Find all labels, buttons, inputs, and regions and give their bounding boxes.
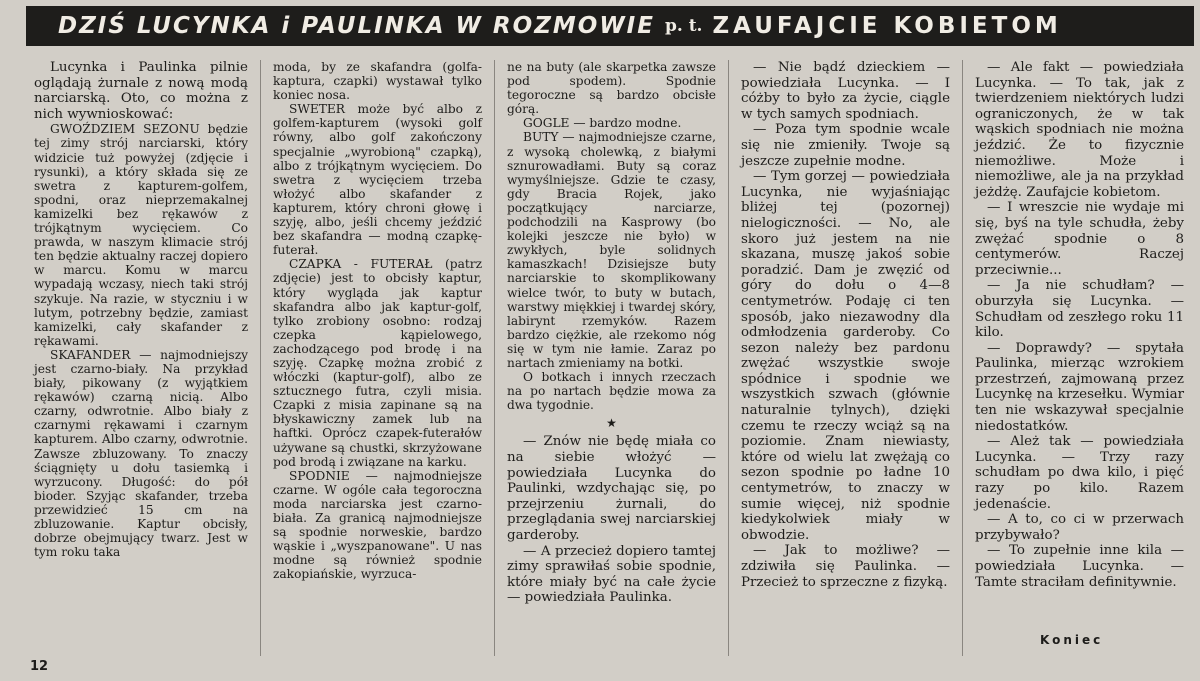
dialog-paragraph: — To zupełnie inne kila — powiedziała Lucynka. — Tamte straciłam definitywnie. [975,543,1184,590]
column-3 [494,60,728,656]
paragraph: CZAPKA - FUTERAŁ (patrz zdjęcie) jest to obcisły kaptur, który wygląda jak kaptur skafandra albo jak kaptur-golf, tylko zrobiony osobno: rodzaj czepka kąpielowego, zachodzącego pod brodę i na szyję. Czapkę można zrobić z włóczki (kaptur-golf), albo ze sztucznego futra, czyli misia. Czapki z misia zapinane są na błyskawiczny zamek lub na haftki. Oprócz czapek-futerałów używane są chustki, skrzyżowane pod brodą i związane na karku. [273,257,482,469]
column-2 [260,60,494,656]
article-body [26,60,1196,656]
column-5 [962,60,1196,656]
article-header [26,6,1194,46]
article-end-signature: Koniec [1040,633,1104,647]
paragraph: O botkach i innych rzeczach na po nartach będzie mowa za dwa tygodnie. [507,370,716,413]
dialog-paragraph: — Poza tym spodnie wcale się nie zmieniły. Twoje są jeszcze zupełnie modne. [741,122,950,169]
dialog-paragraph: — Ja nie schudłam? — oburzyła się Lucynka. — Schudłam od zeszłego roku 11 kilo. [975,278,1184,341]
dialog-paragraph: — Tym gorzej — powiedziała Lucynka, nie wyjaśniając bliżej tej (pozornej) nielogiczności. — No, ale skoro już jestem na nie skazana, muszę jakoś sobie poradzić. Dam je zwęzić od góry do dołu o 4—8 centymetrów. Podaję ci ten sposób, jako niezawodny dla odmłodzenia garderoby. Co sezon należy bez pardonu zwężać wszystkie swoje spódnice i spodnie we wszystkich szwach (głównie naturalnie tylnych), dzięki czemu te rzeczy wciąż są na poziomie. Znam niewiasty, które od wielu lat zwężają co sezon spodnie po ładne 10 centymetrów, to znaczy w sumie więcej, niż spodnie kiedykolwiek miały w obwodzie. [741,169,950,543]
dialog-paragraph: — Ależ tak — powiedziała Lucynka. — Trzy razy schudłam po dwa kilo, i pięć razy po kilo. Razem jedenaście. [975,434,1184,512]
dialog-paragraph: — Nie bądź dzieckiem — powiedziała Lucynka. — I cóżby to było za życie, ciągle w tych samych spodniach. [741,60,950,122]
column-1 [26,60,260,656]
paragraph: GWOŹDZIEM SEZONU będzie tej zimy strój narciarski, który widzicie tuż powyżej (zdjęcie i rysunki), a który składa się ze swetra z kapturem-golfem, spodni, oraz nieprzemakalnej kamizelki bez rękawów z trójkątnym wycięciem. Co prawda, w naszym klimacie strój ten będzie aktualny raczej dopiero w marcu. Komu w marcu wypadają wczasy, niech taki strój szykuje. Na razie, w styczniu i w lutym, potrzebny będzie, zamiast kamizelki, cały skafander z rękawami. [34,122,248,348]
lead-paragraph: Lucynka i Paulinka pilnie oglądają żurnale z nową modą narciarską. Oto, co można z nich wywnioskować: [34,60,248,122]
page-number: 12 [30,659,49,674]
article-title: DZIŚ LUCYNKA i PAULINKA W ROZMOWIE [58,13,655,39]
dialog-paragraph: — Ale fakt — powiedziała Lucynka. — To tak, jak z twierdzeniem niektórych ludzi ograniczonych, że w tak wąskich spodniach nie można jeździć. Że to fizycznie niemożliwe. Może i niemożliwe, ale ja na przykład jeżdżę. Zaufajcie kobietom. [975,60,1184,200]
paragraph: BUTY — najmodniejsze czarne, z wysoką cholewką, z białymi sznurowadłami. Buty są coraz wymyślniejsze. Gdzie te czasy, gdy Bracia Rojek, jako początkujący narciarze, podchodzili na Kasprowy (bo kolejki jeszcze nie było) w zwykłych, byle solidnych kamaszkach! Dzisiejsze buty narciarskie to skomplikowany wielce twór, to buty w butach, warstwy miękkiej i twardej skóry, labirynt rzemyków. Razem bardzo ciężkie, ale rzekomo nóg się w tym nie łamie. Zaraz po nartach zmieniamy na botki. [507,130,716,370]
paragraph: SWETER może być albo z golfem-kapturem (wysoki golf równy, albo golf zakończony specjalnie „wyrobioną" czapką), albo z trójkątnym wycięciem. Do swetra z wycięciem trzeba włożyć albo skafander z kapturem, który chroni głowę i szyję, albo, jeśli chcemy jeździć bez skafandra — modną czapkę-futerał. [273,102,482,258]
dialog-paragraph: — Znów nie będę miała co na siebie włożyć — powiedziała Lucynka do Paulinki, wzdychając się, po przejrzeniu żurnali, do przeglądania swej narciarskiej garderoby. [507,434,716,543]
dialog-paragraph: — I wreszcie nie wydaje mi się, byś na tyle schudła, żeby zwężać spodnie o 8 centymerów. Raczej przeciwnie... [975,200,1184,278]
section-separator-star: ★ [606,416,617,431]
dialog-paragraph: — Doprawdy? — spytała Paulinka, mierząc wzrokiem przestrzeń, zajmowaną przez Lucynkę na krzesełku. Wymiar ten nie wskazywał specjalnie niedostatków. [975,340,1184,434]
article-topic: ZAUFAJCIE KOBIETOM [712,13,1062,39]
dialog-paragraph: — A przecież dopiero tamtej zimy sprawiłaś sobie spodnie, które miały być na całe życie — powiedziała Paulinka. [507,543,716,606]
paragraph: SPODNIE — najmodniejsze czarne. W ogóle cała tegoroczna moda narciarska jest czarno-biała. Za granicą najmodniejsze są spodnie norweskie, bardzo wąskie i „wyszpanowane". U nas modne są również spodnie zakopiańskie, wyrzuca- [273,468,482,582]
paragraph: moda, by ze skafandra (golfa-kaptura, czapki) wystawał tylko koniec nosa. [273,60,482,103]
dialog-paragraph: — Jak to możliwe? — zdziwiła się Paulinka. — Przecież to sprzeczne z fizyką. [741,543,950,590]
paragraph: SKAFANDER — najmodniejszy jest czarno-biały. Na przykład biały, pikowany (z wyjątkiem rękawów) czarną nicią. Albo czarny, odwrotnie. Albo biały z czarnymi rękawami i czarnym kapturem. Albo czarny, odwrotnie. Zawsze zbluzowany. To znaczy ściągnięty u dołu tasiemką i wyrzucony. Długość: do pół bioder. Szyjąc skafander, trzeba przewidzieć 15 cm na zbluzowanie. Kaptur obcisły, dobrze obejmujący twarz. Jest w tym roku taka [34,347,248,560]
paragraph: ne na buty (ale skarpetka zawsze pod spodem). Spodnie tegoroczne są bardzo obcisłe górą. [507,60,716,117]
title-pt: p. t. [664,16,703,36]
column-4 [728,60,962,656]
paragraph: GOGLE — bardzo modne. [523,116,682,131]
dialog-paragraph: — A to, co ci w przerwach przybywało? [975,512,1184,543]
